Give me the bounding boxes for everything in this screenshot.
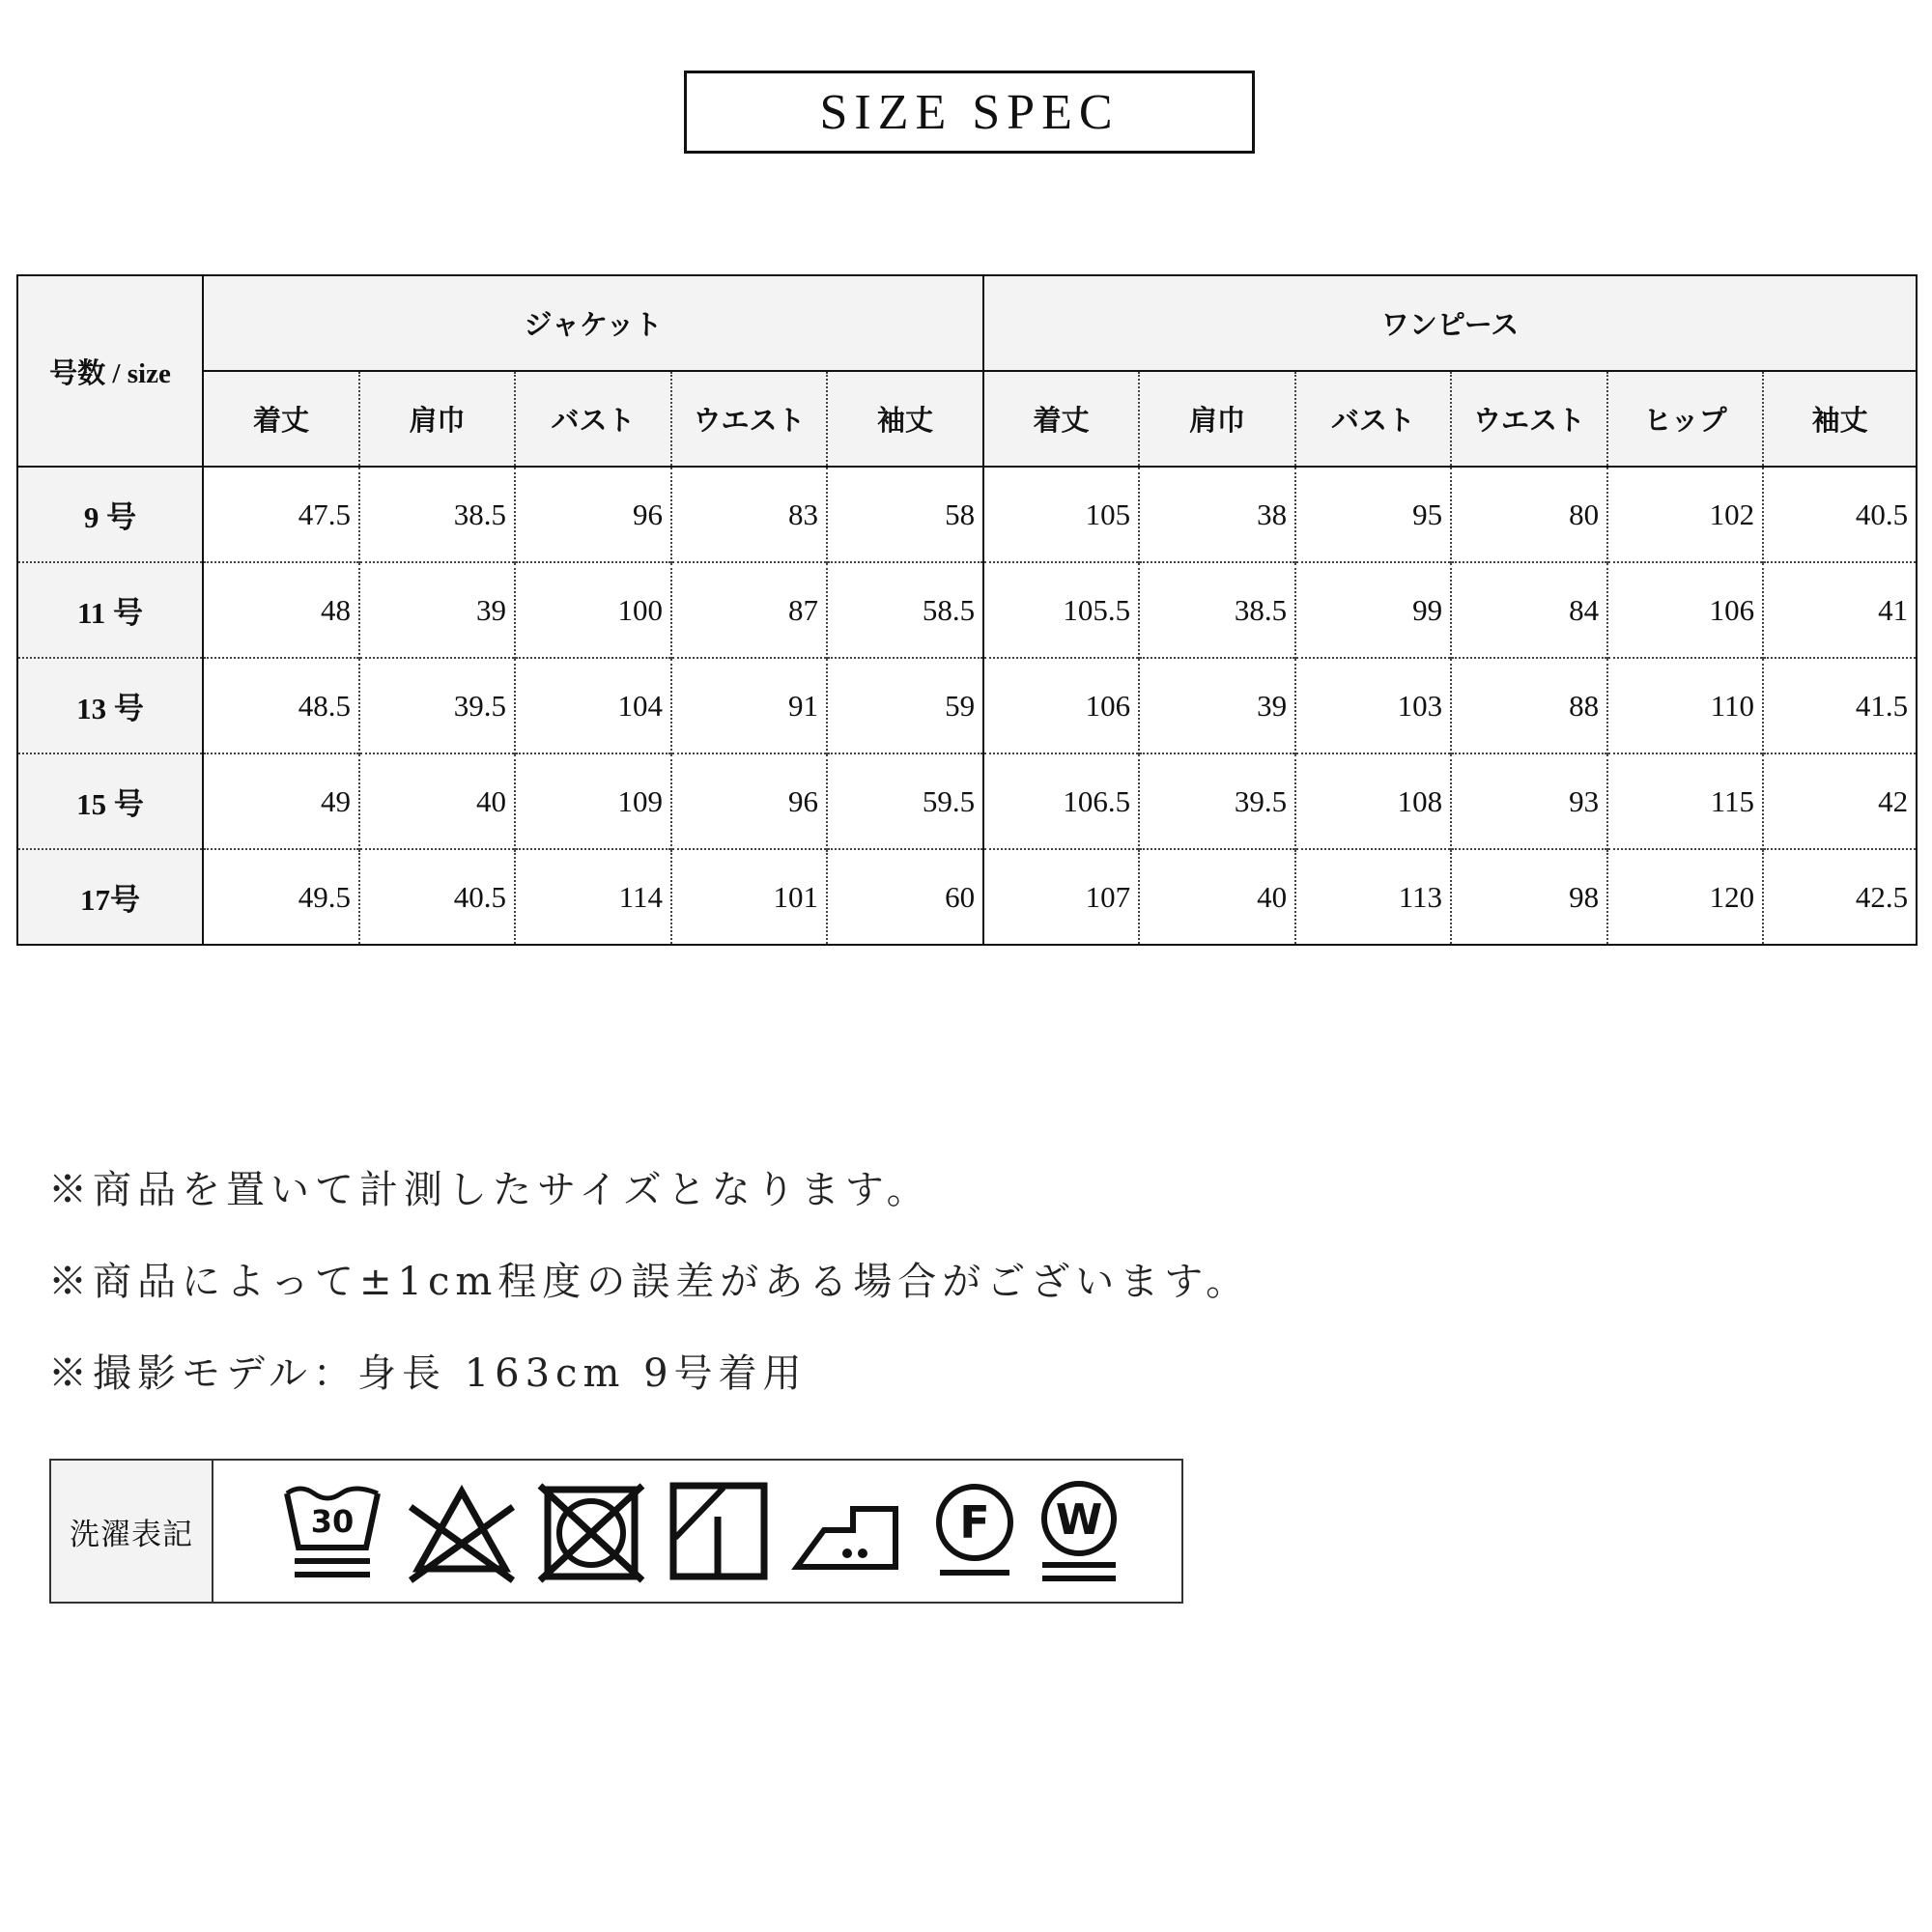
column-header: 着丈 xyxy=(983,371,1139,467)
measurement-cell: 91 xyxy=(671,658,827,753)
measurement-cell: 59 xyxy=(827,658,983,753)
measurement-cell: 110 xyxy=(1607,658,1763,753)
measurement-cell: 40 xyxy=(359,753,515,849)
note-tolerance: ※商品によって±1cm程度の誤差がある場合がございます。 xyxy=(48,1260,1251,1304)
measurement-cell: 105 xyxy=(983,467,1139,562)
measurement-cell: 106 xyxy=(983,658,1139,753)
column-header: バスト xyxy=(515,371,671,467)
column-header: 袖丈 xyxy=(1763,371,1917,467)
measurement-cell: 107 xyxy=(983,849,1139,945)
measurement-cell: 95 xyxy=(1295,467,1451,562)
dress-group-header: ワンピース xyxy=(983,275,1917,371)
measurement-cell: 39 xyxy=(359,562,515,658)
measurement-cell: 60 xyxy=(827,849,983,945)
table-row xyxy=(17,658,1917,753)
iron-medium-icon xyxy=(791,1480,903,1586)
measurement-cell: 108 xyxy=(1295,753,1451,849)
measurement-cell: 102 xyxy=(1607,467,1763,562)
measurement-cell: 41.5 xyxy=(1763,658,1917,753)
size-header: 号数 / size xyxy=(17,275,203,467)
measurement-cell: 93 xyxy=(1451,753,1607,849)
measurement-cell: 42 xyxy=(1763,753,1917,849)
measurement-cell: 83 xyxy=(671,467,827,562)
measurement-cell: 80 xyxy=(1451,467,1607,562)
care-label-box xyxy=(49,1459,1183,1604)
measurement-cell: 87 xyxy=(671,562,827,658)
measurement-cell: 101 xyxy=(671,849,827,945)
measurement-cell: 103 xyxy=(1295,658,1451,753)
measurement-cell: 98 xyxy=(1451,849,1607,945)
column-header: 肩巾 xyxy=(359,371,515,467)
measurement-cell: 100 xyxy=(515,562,671,658)
column-header: 肩巾 xyxy=(1139,371,1295,467)
measurement-cell: 49.5 xyxy=(203,849,359,945)
jacket-group-header: ジャケット xyxy=(203,275,983,371)
column-header: バスト xyxy=(1295,371,1451,467)
measurement-cell: 59.5 xyxy=(827,753,983,849)
wet-letter: W xyxy=(1055,1495,1103,1545)
wash-temp: 30 xyxy=(310,1503,355,1540)
measurement-cell: 39.5 xyxy=(359,658,515,753)
measurement-cell: 106 xyxy=(1607,562,1763,658)
measurement-cell: 113 xyxy=(1295,849,1451,945)
measurement-cell: 39 xyxy=(1139,658,1295,753)
note-model: ※撮影モデル：身長 163cm 9号着用 xyxy=(48,1351,808,1396)
measurement-cell: 120 xyxy=(1607,849,1763,945)
measurement-cell: 84 xyxy=(1451,562,1607,658)
measurement-cell: 58.5 xyxy=(827,562,983,658)
washtub-30-icon xyxy=(279,1480,385,1586)
column-header: ヒップ xyxy=(1607,371,1763,467)
measurement-cell: 96 xyxy=(515,467,671,562)
no-bleach-icon xyxy=(405,1480,519,1586)
measurement-cell: 38 xyxy=(1139,467,1295,562)
measurement-cell: 114 xyxy=(515,849,671,945)
size-label: 13 号 xyxy=(17,658,203,753)
dry-letter: F xyxy=(959,1496,990,1548)
care-icons xyxy=(213,1461,1181,1602)
column-header: 着丈 xyxy=(203,371,359,467)
column-header-row xyxy=(17,371,1917,467)
measurement-cell: 109 xyxy=(515,753,671,849)
size-label: 17号 xyxy=(17,849,203,945)
size-label: 9 号 xyxy=(17,467,203,562)
measurement-cell: 48.5 xyxy=(203,658,359,753)
measurement-cell: 47.5 xyxy=(203,467,359,562)
size-label: 15 号 xyxy=(17,753,203,849)
table-row xyxy=(17,562,1917,658)
measurement-cell: 38.5 xyxy=(359,467,515,562)
notes xyxy=(48,1154,1250,1430)
page-title: SIZE SPEC xyxy=(684,71,1255,154)
measurement-cell: 42.5 xyxy=(1763,849,1917,945)
professional-wet-clean-w-icon xyxy=(1035,1480,1123,1586)
measurement-cell: 105.5 xyxy=(983,562,1139,658)
measurement-cell: 48 xyxy=(203,562,359,658)
size-label: 11 号 xyxy=(17,562,203,658)
measurement-cell: 39.5 xyxy=(1139,753,1295,849)
professional-dry-clean-f-icon xyxy=(930,1480,1019,1586)
measurement-cell: 88 xyxy=(1451,658,1607,753)
size-spec-table xyxy=(16,274,1918,946)
measurement-cell: 115 xyxy=(1607,753,1763,849)
column-header: ウエスト xyxy=(671,371,827,467)
measurement-cell: 40 xyxy=(1139,849,1295,945)
line-dry-shade-icon xyxy=(668,1480,770,1586)
column-header: 袖丈 xyxy=(827,371,983,467)
column-header: ウエスト xyxy=(1451,371,1607,467)
measurement-cell: 106.5 xyxy=(983,753,1139,849)
measurement-cell: 104 xyxy=(515,658,671,753)
table-row xyxy=(17,753,1917,849)
note-measurement: ※商品を置いて計測したサイズとなります。 xyxy=(48,1168,931,1212)
table-row xyxy=(17,467,1917,562)
measurement-cell: 40.5 xyxy=(1763,467,1917,562)
no-tumble-dry-icon xyxy=(534,1480,648,1586)
measurement-cell: 58 xyxy=(827,467,983,562)
measurement-cell: 38.5 xyxy=(1139,562,1295,658)
measurement-cell: 96 xyxy=(671,753,827,849)
measurement-cell: 40.5 xyxy=(359,849,515,945)
table-row xyxy=(17,849,1917,945)
care-label-title: 洗濯表記 xyxy=(51,1461,213,1602)
measurement-cell: 41 xyxy=(1763,562,1917,658)
measurement-cell: 99 xyxy=(1295,562,1451,658)
measurement-cell: 49 xyxy=(203,753,359,849)
